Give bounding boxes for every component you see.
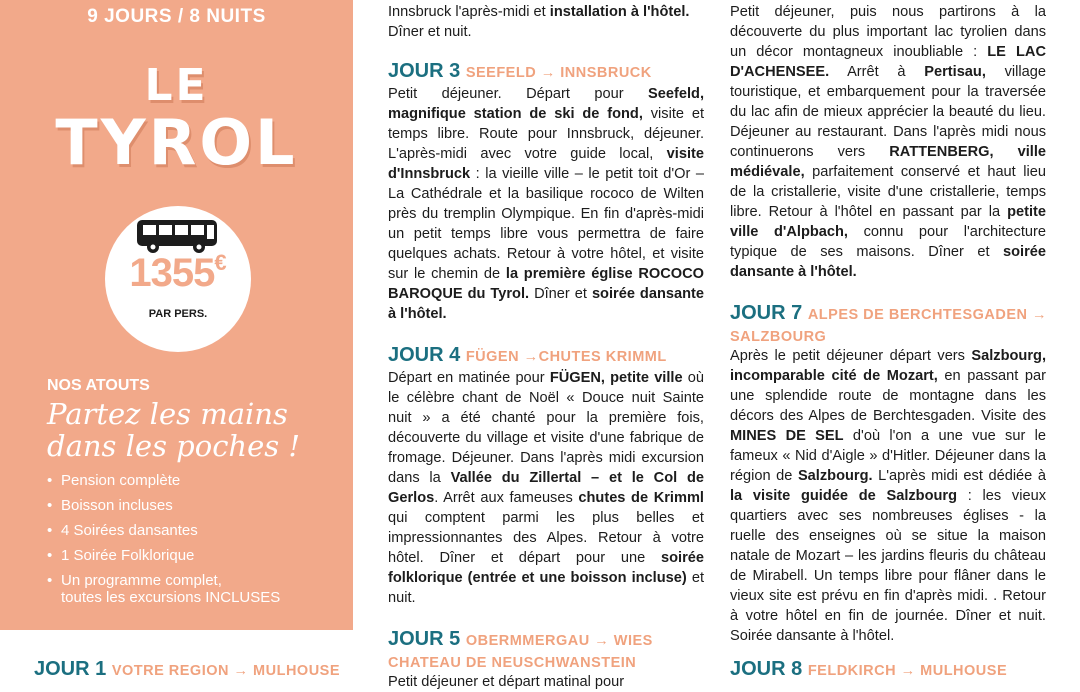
bold-span: soirée dansante à l'hôtel. — [388, 286, 705, 322]
bullet-icon: • — [47, 497, 53, 514]
day-heading — [34, 658, 364, 682]
bullet-icon: • — [47, 547, 53, 564]
perk-label: Pension complète — [61, 472, 181, 489]
day-route: ALPES DE BERCHTESGADEN → — [807, 307, 1048, 323]
text-span: qui comptent parmi les plus belles et impressionnantes des Alpes. Retour à votre hôtel. Dîner et départ pour une — [388, 510, 704, 566]
middle-column — [388, 2, 704, 692]
bold-span: Salzbourg, incomparable cité de Mozart, — [730, 348, 1046, 384]
bold-span: soirée folklorique (entrée et une boisson incluse) — [388, 550, 704, 586]
perk-label: 1 Soirée Folklorique — [61, 547, 195, 564]
highlights-list — [47, 472, 280, 614]
text-span: L'après midi est dédiée à — [872, 468, 1046, 484]
day8-section — [730, 658, 1046, 682]
perk-label: Un programme complet, — [61, 572, 222, 589]
perk-label: Boisson incluses — [61, 497, 173, 514]
text-span: Petit déjeuner. Départ pour — [388, 86, 649, 102]
text-span: Dîner et nuit. — [388, 24, 472, 40]
text-span: en passant par une splendide route de montagne dans les décors des Alpes de Berchtesgaden. Visite des — [730, 368, 1047, 424]
text-span: Dîner et — [529, 286, 592, 302]
day-number: JOUR 5 — [388, 628, 461, 650]
bold-span: LE LAC D'ACHENSEE. — [730, 44, 1046, 80]
bold-span: Salzbourg. — [797, 468, 873, 484]
text-span: Départ en matinée pour — [388, 370, 550, 386]
text-span: : la vieille ville – le petit toit d'Or – La Cathédrale et la basilique rococo de Wilten près du tremplin Olympique. En fin d'après-midi un petit temps libre vous permettra de faire quelques achats. Retour à votre hôtel, et visite sur le chemin de — [388, 166, 704, 282]
text-span: Arrêt à — [829, 64, 925, 80]
day3-heading — [388, 60, 704, 84]
day-number: JOUR 1 — [34, 658, 107, 680]
day-route: SEEFELD → INNSBRUCK — [465, 65, 652, 81]
text-span: village touristique, et embarquement pour la traversée du lac afin de mieux apprécier la beauté du lieu. Déjeuner au restaurant. Dans l'après midi nous continuerons vers — [730, 64, 1046, 160]
list-item — [47, 589, 280, 606]
day-route: SALZBOURG — [730, 329, 827, 345]
day-route: CHATEAU DE NEUSCHWANSTEIN — [388, 655, 637, 671]
text-span: Petit déjeuner et départ matinal pour — [388, 674, 625, 690]
bullet-icon: • — [47, 472, 53, 489]
day7-heading — [730, 302, 1046, 326]
bold-span: installation à l'hôtel. — [549, 4, 690, 20]
price-badge — [105, 206, 251, 352]
bullet-icon: • — [47, 572, 53, 589]
bold-span: Vallée du Zillertal – et le Col de Gerlos — [388, 470, 704, 506]
trip-duration: 9 JOURS / 8 NUITS — [87, 6, 266, 27]
text-span: Après le petit déjeuner départ vers — [730, 348, 972, 364]
text-span: : les vieux quartiers avec ses nombreuses églises - la ruelle des enseignes où se situe la maison natale de Mozart – les jardins fleuris du château de Mirabell. Un temps libre pour flâner dans le vieux site est prévu en fin d'après midi. . Retour à votre hôtel en fin de journée. Dîner et nuit. Soirée dansante à l'hôtel. — [730, 488, 1046, 644]
day3-text — [388, 84, 704, 324]
bold-span: petite ville d'Alpbach, — [730, 204, 1046, 240]
bold-span: MINES DE SEL — [730, 428, 844, 444]
list-item — [47, 572, 280, 589]
day-number: JOUR 4 — [388, 344, 461, 366]
day7-text — [730, 346, 1046, 646]
day-route: OBERMMERGAU → WIES — [465, 633, 653, 649]
bus-icon — [135, 218, 219, 254]
text-span: parfaitement conservé et haut lieu de la cristallerie, visite d'une cristallerie, temps libre. Retour à l'hôtel en passant par la — [730, 164, 1046, 220]
right-column — [730, 2, 1046, 646]
day2-ending — [388, 2, 704, 42]
bold-span: Pertisau, — [924, 64, 986, 80]
day-number: JOUR 7 — [730, 302, 803, 324]
text-span: Innsbruck l'après-midi et — [388, 4, 550, 20]
day5-heading-line2 — [388, 652, 704, 672]
day4-text — [388, 368, 704, 608]
day5-text — [388, 672, 704, 692]
text-span: Petit déjeuner, puis nous partirons à la découverte du plus important lac tyrolien dans un décor montagneux inoubliable : — [730, 4, 1046, 60]
text-span: visite et temps libre. Route pour Innsbruck, déjeuner. L'après-midi avec votre guide local, — [388, 106, 705, 162]
day7-heading-line2 — [730, 326, 1046, 346]
destination-title-line1: LE — [144, 60, 209, 111]
price-unit: PAR PERS. — [148, 308, 208, 320]
slogan-line1: Partez les mains — [47, 397, 288, 431]
list-item — [47, 522, 280, 539]
bold-span: chutes de Krimml — [578, 490, 704, 506]
bold-span: soirée dansante à l'hôtel. — [730, 244, 1046, 280]
slogan-line2: dans les poches ! — [47, 429, 301, 463]
highlights-title: NOS ATOUTS — [47, 377, 150, 394]
offer-panel — [0, 0, 353, 630]
perk-label: 4 Soirées dansantes — [61, 522, 198, 539]
day1-section — [34, 658, 364, 682]
bold-span: la première église ROCOCO BAROQUE du Tyrol. — [388, 266, 704, 302]
text-span: d'où l'on a une vue sur le fameux « Nid d'Aigle » d'Hitler. Déjeuner dans la région de — [730, 428, 1047, 484]
day-route: VOTRE REGION → MULHOUSE — [111, 663, 341, 679]
day-route: FELDKIRCH → MULHOUSE — [807, 663, 1008, 679]
destination-title-line2: TYROL — [55, 106, 298, 179]
text-span: où le célèbre chant de Noël « Douce nuit Sainte nuit » a été chanté pour la première fois, découverte du village et visite d'une fabrique de fromage. Déjeuner. Dans l'après midi excursion dans la — [388, 370, 704, 486]
day-route: FÜGEN →CHUTES KRIMML — [465, 349, 667, 365]
day5-heading — [388, 628, 704, 652]
slogan — [47, 398, 337, 462]
list-item — [47, 497, 280, 514]
day-number: JOUR 3 — [388, 60, 461, 82]
price — [111, 250, 245, 296]
day-number: JOUR 8 — [730, 658, 803, 680]
bold-span: la visite guidée de Salzbourg — [730, 488, 958, 504]
text-span: connu pour l'architecture typique de ses maisons. Dîner et — [730, 224, 1046, 260]
day4-heading — [388, 344, 704, 368]
price-amount: 1355 — [129, 251, 215, 295]
bullet-icon: • — [47, 522, 53, 539]
text-span: . Arrêt aux fameuses — [434, 490, 579, 506]
list-item — [47, 472, 280, 489]
list-item — [47, 547, 280, 564]
perk-label: toutes les excursions INCLUSES — [61, 589, 281, 606]
text-span: et nuit. — [388, 570, 704, 606]
bold-span: Seefeld, magnifique station de ski de fond, — [388, 86, 704, 122]
price-currency: € — [214, 250, 227, 275]
day6-text — [730, 2, 1046, 282]
bold-span: RATTENBERG, ville médiévale, — [730, 144, 1046, 180]
day8-heading — [730, 658, 1046, 682]
bold-span: FÜGEN, petite ville — [549, 370, 683, 386]
bold-span: visite d'Innsbruck — [388, 146, 704, 182]
